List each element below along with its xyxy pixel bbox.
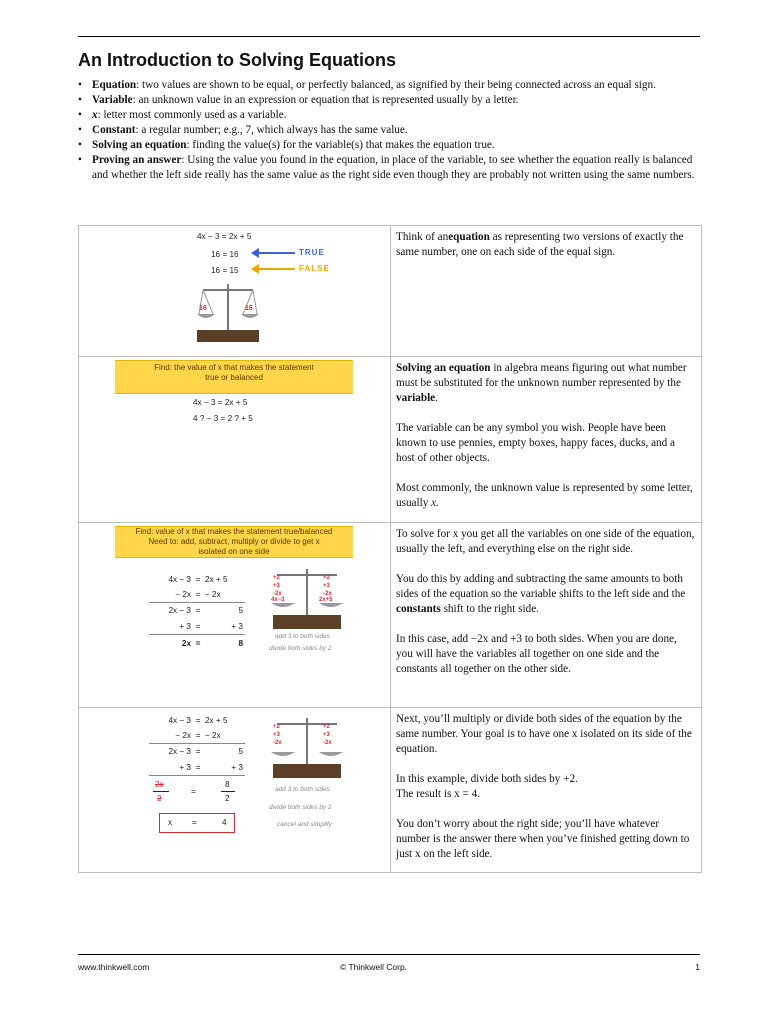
svg-text:+3: +3 [273, 583, 280, 589]
definition-item [78, 78, 702, 93]
svg-text:+2: +2 [273, 575, 280, 581]
definition-item [78, 153, 702, 183]
answer-variable: x [168, 818, 173, 827]
eq-sign: = [191, 787, 196, 796]
step-hint: cancel and simplify [277, 821, 332, 828]
svg-text:+3: +3 [323, 583, 330, 589]
footer-website: www.thinkwell.com [78, 962, 150, 972]
explanation-cell [391, 357, 702, 523]
lhs: 4x − 3 [168, 575, 191, 584]
lhs: − 2x [175, 731, 191, 740]
text: as representing two versions of exactly the same number, one on each side of the equal sign. [396, 231, 684, 258]
eq-sign: = [195, 639, 201, 648]
equation-line: 16 = 16 [211, 250, 239, 259]
explanation-cell [391, 226, 702, 357]
lhs: 2x [181, 639, 191, 648]
divider [149, 634, 245, 635]
equation-figure-cell [79, 226, 391, 357]
top-rule [78, 36, 700, 37]
explanation-paragraph [396, 772, 696, 802]
divider [149, 602, 245, 603]
svg-text:+3: +3 [323, 732, 330, 738]
definition-term: x [92, 109, 98, 121]
rhs: − 2x [205, 731, 221, 740]
definition-item [78, 108, 702, 123]
fraction-bar [153, 791, 169, 792]
eq-sign: = [195, 716, 201, 725]
lhs: + 3 [179, 622, 191, 631]
explanation-paragraph: To solve for x you get all the variables on one side of the equation, usually the left, and everything else on the right side. [396, 528, 695, 555]
definitions-list [78, 78, 702, 183]
rhs: + 3 [231, 763, 243, 772]
answer-box [159, 813, 235, 833]
svg-text:+3: +3 [273, 732, 280, 738]
divider [149, 743, 245, 744]
rhs: + 3 [231, 622, 243, 631]
svg-text:-2x: -2x [323, 591, 332, 597]
bold-term: Solving an equation [396, 362, 491, 374]
definition-text: : a regular number; e.g., 7, which always has the same value. [135, 124, 408, 136]
definition-text: : two values are shown to be equal, or perfectly balanced, as signified by their being connected across an equal sign. [136, 79, 656, 91]
definition-term: Constant [92, 124, 136, 136]
step-hint: divide both sides by 2 [269, 645, 332, 652]
rhs: − 2x [205, 590, 221, 599]
work-line [153, 763, 243, 772]
svg-text:-2x: -2x [273, 591, 282, 597]
arrow-left-icon [251, 263, 295, 275]
work-line [153, 590, 243, 599]
work-line [153, 639, 243, 648]
eq-sign: = [195, 622, 201, 631]
banner-line: Find: value of x that makes the statement true/balanced [135, 527, 333, 536]
arrow-left-icon [251, 247, 295, 259]
banner-line: true or balanced [205, 373, 263, 382]
table-row [79, 708, 702, 873]
true-label: TRUE [299, 248, 325, 257]
text: Most commonly, the unknown value is represented by some letter, usually [396, 482, 693, 509]
definition-item [78, 138, 702, 153]
lhs: − 2x [175, 590, 191, 599]
divider [149, 775, 245, 776]
italic-variable: x. [431, 497, 439, 509]
footer-page-number: 1 [695, 962, 700, 972]
text: The result is x = 4. [396, 788, 480, 800]
svg-text:+2: +2 [323, 575, 330, 581]
equation-line: 4x − 3 = 2x + 5 [193, 398, 248, 407]
explanation-paragraph [396, 230, 696, 260]
rhs: 2x + 5 [205, 716, 228, 725]
explanation-paragraph [396, 572, 696, 617]
bold-term: constants [396, 603, 441, 615]
equation-line: 16 = 15 [211, 266, 239, 275]
explanation-cell [391, 523, 702, 708]
eq-sign: = [195, 575, 201, 584]
work-line [153, 606, 243, 615]
rhs: 2x + 5 [205, 575, 228, 584]
work-line [153, 747, 243, 756]
svg-text:+2: +2 [323, 724, 330, 730]
lhs: + 3 [179, 763, 191, 772]
fraction-bar [221, 791, 235, 792]
false-label: FALSE [299, 264, 330, 273]
svg-text:-2x: -2x [323, 740, 332, 746]
definition-term: Solving an equation [92, 139, 187, 151]
definition-text: : letter most commonly used as a variable. [97, 109, 287, 121]
text: . [435, 392, 438, 404]
banner-line: isolated on one side [198, 547, 270, 556]
eq-sign: = [195, 747, 201, 756]
equation-line: 4x − 3 = 2x + 5 [197, 232, 252, 241]
text: You do this by adding and subtracting the same amounts to both sides of the equation so the variable shifts to the left side and the [396, 573, 686, 600]
explanation-paragraph [396, 361, 696, 406]
banner-line: Find: the value of x that makes the statement [154, 363, 314, 372]
table-row [79, 357, 702, 523]
balance-scale-icon [269, 712, 345, 780]
page-title: An Introduction to Solving Equations [78, 50, 396, 70]
definition-text: : Using the value you found in the equation, in place of the variable, to see whether the equation really is balanced and whether the left side really has the same value as the right side even though they are probably not written using the same numbers. [92, 154, 695, 181]
fraction-denominator: 2 [157, 794, 162, 803]
bold-term: equation [448, 231, 490, 243]
pan-left-value: 16 [199, 305, 207, 312]
definition-item [78, 93, 702, 108]
pan-right-value: 16 [245, 305, 253, 312]
table-row [79, 226, 702, 357]
banner-line: Need to: add, subtract, multiply or divide to get x [148, 537, 320, 546]
equation-figure-cell [79, 357, 391, 523]
footer-rule [78, 954, 700, 955]
explanation-paragraph: The variable can be any symbol you wish. People have been known to use pennies, empty boxes, happy faces, ducks, and a host of other objects. [396, 422, 675, 464]
eq-sign: = [195, 731, 201, 740]
definition-item [78, 123, 702, 138]
fraction-numerator: 2x [155, 780, 164, 789]
bold-term: variable [396, 392, 436, 404]
balance-scale-icon [195, 280, 261, 344]
explanation-paragraph: In this case, add −2x and +3 to both sides. When you are done, you will have the variables all together on one side and the constants all together on the other side. [396, 633, 677, 675]
eq-sign: = [195, 606, 201, 615]
definition-term: Equation [92, 79, 137, 91]
table-row [79, 523, 702, 708]
rhs: 5 [238, 606, 243, 615]
step-hint: add 3 to both sides [275, 633, 330, 640]
explanation-table [78, 225, 702, 873]
svg-text:-2x: -2x [273, 740, 282, 746]
step-hint: add 3 to both sides [275, 786, 330, 793]
work-line [153, 731, 243, 740]
pan-left-value: 4x−3 [271, 597, 285, 603]
pan-right-value: 2x+5 [319, 597, 333, 603]
fraction-denominator: 2 [225, 794, 230, 803]
find-banner [115, 360, 353, 394]
equation-figure-cell [79, 708, 391, 873]
text: shift to the right side. [440, 603, 539, 615]
answer-value: 4 [222, 818, 227, 827]
work-line [153, 716, 243, 725]
explanation-cell [391, 708, 702, 873]
text: in algebra means figuring out what number must be substituted for the unknown number represented by the [396, 362, 687, 389]
text: In this example, divide both sides by +2. [396, 773, 578, 785]
step-hint: divide both sides by 2 [269, 804, 332, 811]
rhs: 5 [238, 747, 243, 756]
eq-sign: = [195, 590, 201, 599]
equation-line: 4 ? − 3 = 2 ? + 5 [193, 414, 253, 423]
lhs: 2x − 3 [168, 747, 191, 756]
explanation-paragraph: Next, you’ll multiply or divide both sides of the equation by the same number. Your goal is to have one x isolated on its side of the equation. [396, 713, 692, 755]
work-line [153, 575, 243, 584]
text: Think of an [396, 231, 449, 243]
explanation-paragraph: You don’t worry about the right side; you’ll have whatever number is the answer there when you’ve finished getting down to just x on the left side. [396, 818, 690, 860]
find-banner [115, 526, 353, 558]
fraction-numerator: 8 [225, 780, 230, 789]
definition-text: : finding the value(s) for the variable(s) that makes the equation true. [186, 139, 495, 151]
svg-text:+2: +2 [273, 724, 280, 730]
footer-copyright: © Thinkwell Corp. [340, 962, 408, 972]
definition-text: : an unknown value in an expression or equation that is represented usually by a letter. [132, 94, 519, 106]
definition-term: Variable [92, 94, 133, 106]
definition-term: Proving an answer [92, 154, 182, 166]
eq-sign: = [195, 763, 201, 772]
equation-figure-cell [79, 523, 391, 708]
work-line [153, 622, 243, 631]
eq-sign: = [192, 818, 197, 827]
explanation-paragraph [396, 481, 696, 511]
lhs: 4x − 3 [168, 716, 191, 725]
lhs: 2x − 3 [168, 606, 191, 615]
rhs: 8 [238, 639, 243, 648]
